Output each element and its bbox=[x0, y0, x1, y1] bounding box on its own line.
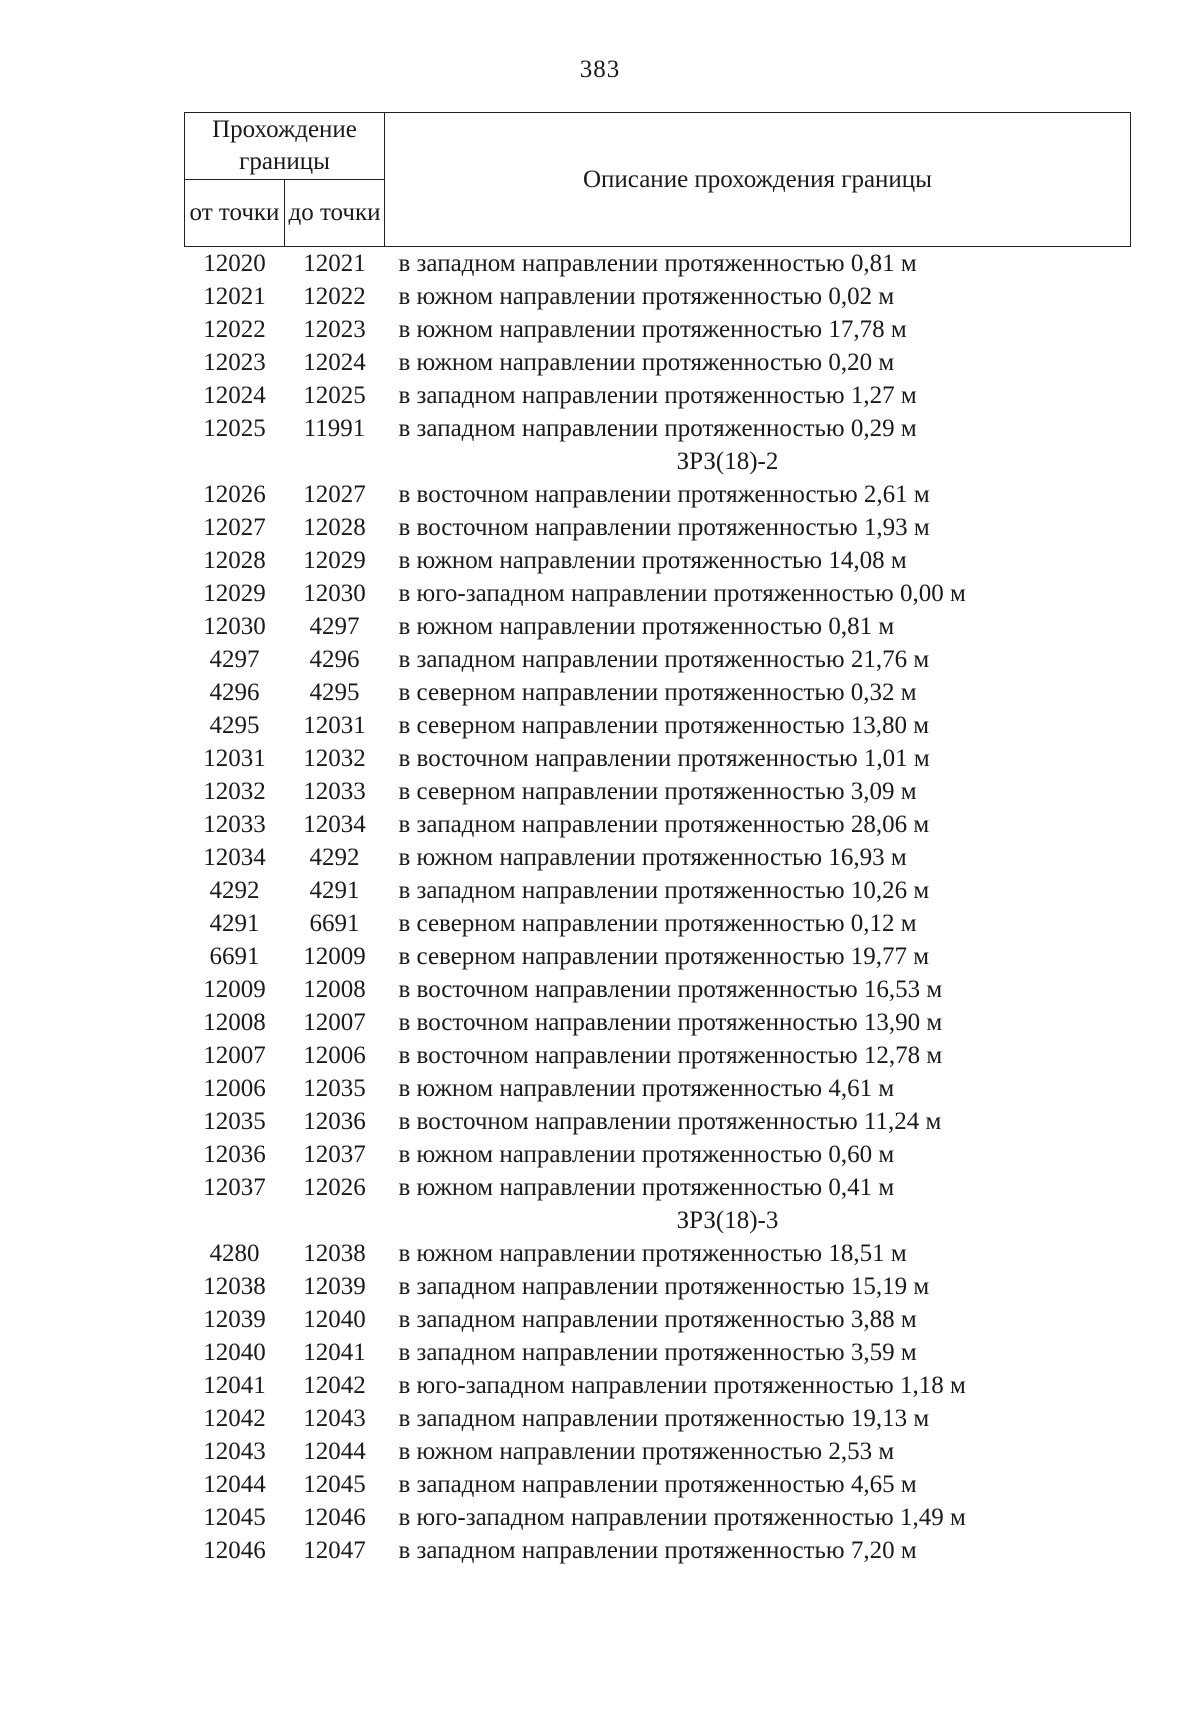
from-point-cell: 12033 bbox=[203, 811, 266, 838]
to-point-cell: 12045 bbox=[303, 1471, 366, 1498]
table-row bbox=[185, 544, 1131, 577]
to-point-cell: 6691 bbox=[309, 910, 360, 937]
from-point-cell: 12024 bbox=[203, 382, 266, 409]
from-point-cell: 12021 bbox=[203, 283, 266, 310]
to-point-cell: 12036 bbox=[303, 1108, 366, 1135]
from-point-cell: 4291 bbox=[209, 910, 260, 937]
to-point-cell: 12027 bbox=[303, 481, 366, 508]
section-row bbox=[185, 445, 1131, 478]
table-row bbox=[185, 1105, 1131, 1138]
table-row bbox=[185, 577, 1131, 610]
to-point-cell: 12039 bbox=[303, 1273, 366, 1300]
to-point-cell: 12035 bbox=[303, 1075, 366, 1102]
description-cell: в юго-западном направлении протяженностью 0,00 м bbox=[398, 580, 966, 607]
from-point-cell: 12045 bbox=[203, 1504, 266, 1531]
from-point-cell: 4292 bbox=[209, 877, 260, 904]
to-point-cell: 11991 bbox=[303, 415, 366, 442]
table-row bbox=[185, 676, 1131, 709]
to-point-cell: 12042 bbox=[303, 1372, 366, 1399]
table-row bbox=[185, 709, 1131, 742]
description-cell: в южном направлении протяженностью 16,93 м bbox=[398, 844, 907, 871]
to-point-cell: 4297 bbox=[309, 613, 360, 640]
table-row bbox=[185, 874, 1131, 907]
description-cell: в южном направлении протяженностью 18,51 м bbox=[398, 1240, 907, 1267]
description-cell: в северном направлении протяженностью 0,12 м bbox=[398, 910, 917, 937]
table-row bbox=[185, 1138, 1131, 1171]
description-cell: в восточном направлении протяженностью 16,53 м bbox=[398, 976, 943, 1003]
table-row bbox=[185, 1369, 1131, 1402]
from-point-cell: 12023 bbox=[203, 349, 266, 376]
table-row bbox=[185, 1303, 1131, 1336]
to-point-cell: 12024 bbox=[303, 349, 366, 376]
table-row bbox=[185, 1072, 1131, 1105]
header-boundary-passage: Прохождение границы bbox=[185, 113, 385, 180]
to-point-cell: 4295 bbox=[309, 679, 360, 706]
table-row bbox=[185, 1237, 1131, 1270]
table-row bbox=[185, 841, 1131, 874]
from-point-cell: 4296 bbox=[209, 679, 260, 706]
description-cell: в восточном направлении протяженностью 1,93 м bbox=[398, 514, 930, 541]
header-from-point: от точки bbox=[185, 180, 285, 247]
description-cell: в западном направлении протяженностью 0,81 м bbox=[398, 250, 917, 277]
description-cell: в западном направлении протяженностью 1,27 м bbox=[398, 382, 917, 409]
table-row bbox=[185, 412, 1131, 445]
from-point-cell: 12006 bbox=[203, 1075, 266, 1102]
to-point-cell: 12043 bbox=[303, 1405, 366, 1432]
to-point-cell: 12040 bbox=[303, 1306, 366, 1333]
from-point-cell: 12043 bbox=[203, 1438, 266, 1465]
description-cell: в западном направлении протяженностью 19,13 м bbox=[398, 1405, 930, 1432]
from-point-cell: 12040 bbox=[203, 1339, 266, 1366]
from-point-cell: 12008 bbox=[203, 1009, 266, 1036]
from-point-cell: 12046 bbox=[203, 1537, 266, 1564]
description-cell: в южном направлении протяженностью 0,81 м bbox=[398, 613, 895, 640]
table-row bbox=[185, 1501, 1131, 1534]
from-point-cell: 12025 bbox=[203, 415, 266, 442]
to-point-cell: 4291 bbox=[309, 877, 360, 904]
to-point-cell: 12021 bbox=[303, 250, 366, 277]
header-description: Описание прохождения границы bbox=[385, 113, 1131, 247]
description-cell: в юго-западном направлении протяженностью 1,49 м bbox=[398, 1504, 966, 1531]
to-point-cell: 12032 bbox=[303, 745, 366, 772]
description-cell: в восточном направлении протяженностью 1,01 м bbox=[398, 745, 930, 772]
section-row bbox=[185, 1204, 1131, 1237]
from-point-cell: 12035 bbox=[203, 1108, 266, 1135]
to-point-cell: 12030 bbox=[303, 580, 366, 607]
from-point-cell: 12041 bbox=[203, 1372, 266, 1399]
to-point-cell: 12047 bbox=[303, 1537, 366, 1564]
from-point-cell: 4297 bbox=[209, 646, 260, 673]
description-cell: в западном направлении протяженностью 7,20 м bbox=[398, 1537, 917, 1564]
to-point-cell: 12028 bbox=[303, 514, 366, 541]
table-row bbox=[185, 1435, 1131, 1468]
to-point-cell: 12044 bbox=[303, 1438, 366, 1465]
description-cell: в восточном направлении протяженностью 11,24 м bbox=[398, 1108, 942, 1135]
description-cell: в западном направлении протяженностью 15,19 м bbox=[398, 1273, 930, 1300]
table-row bbox=[185, 511, 1131, 544]
from-point-cell: 6691 bbox=[209, 943, 260, 970]
description-cell: в северном направлении протяженностью 3,09 м bbox=[398, 778, 917, 805]
table-row bbox=[185, 1534, 1131, 1567]
to-point-cell: 12009 bbox=[303, 943, 366, 970]
from-point-cell: 12036 bbox=[203, 1141, 266, 1168]
description-cell: в южном направлении протяженностью 2,53 м bbox=[398, 1438, 895, 1465]
to-point-cell: 12006 bbox=[303, 1042, 366, 1069]
table-row bbox=[185, 379, 1131, 412]
to-point-cell: 12034 bbox=[303, 811, 366, 838]
from-point-cell: 12031 bbox=[203, 745, 266, 772]
from-point-cell: 12029 bbox=[203, 580, 266, 607]
table-row bbox=[185, 808, 1131, 841]
from-point-cell: 12042 bbox=[203, 1405, 266, 1432]
boundary-table bbox=[184, 112, 1131, 1567]
description-cell: в западном направлении протяженностью 21,76 м bbox=[398, 646, 930, 673]
from-point-cell: 12034 bbox=[203, 844, 266, 871]
from-point-cell: 12030 bbox=[203, 613, 266, 640]
to-point-cell: 12041 bbox=[303, 1339, 366, 1366]
to-point-cell: 12046 bbox=[303, 1504, 366, 1531]
table-body bbox=[185, 247, 1131, 1568]
description-cell: в северном направлении протяженностью 0,32 м bbox=[398, 679, 917, 706]
from-point-cell: 4280 bbox=[209, 1240, 260, 1267]
to-point-cell: 12033 bbox=[303, 778, 366, 805]
from-point-cell: 12037 bbox=[203, 1174, 266, 1201]
section-title: ЗРЗ(18)-3 bbox=[676, 1207, 779, 1234]
table-row bbox=[185, 280, 1131, 313]
table-row bbox=[185, 1006, 1131, 1039]
to-point-cell: 4296 bbox=[309, 646, 360, 673]
to-point-cell: 12008 bbox=[303, 976, 366, 1003]
description-cell: в южном направлении протяженностью 17,78 м bbox=[398, 316, 907, 343]
to-point-cell: 12025 bbox=[303, 382, 366, 409]
description-cell: в южном направлении протяженностью 0,41 м bbox=[398, 1174, 895, 1201]
description-cell: в западном направлении протяженностью 4,65 м bbox=[398, 1471, 917, 1498]
table-row bbox=[185, 1171, 1131, 1204]
description-cell: в южном направлении протяженностью 14,08 м bbox=[398, 547, 907, 574]
to-point-cell: 12031 bbox=[303, 712, 366, 739]
from-point-cell: 12027 bbox=[203, 514, 266, 541]
to-point-cell: 12026 bbox=[303, 1174, 366, 1201]
description-cell: в западном направлении протяженностью 0,29 м bbox=[398, 415, 917, 442]
description-cell: в западном направлении протяженностью 3,59 м bbox=[398, 1339, 917, 1366]
description-cell: в восточном направлении протяженностью 13,90 м bbox=[398, 1009, 943, 1036]
from-point-cell: 12032 bbox=[203, 778, 266, 805]
table-row bbox=[185, 973, 1131, 1006]
to-point-cell: 12038 bbox=[303, 1240, 366, 1267]
from-point-cell: 12039 bbox=[203, 1306, 266, 1333]
from-point-cell: 12009 bbox=[203, 976, 266, 1003]
description-cell: в северном направлении протяженностью 13,80 м bbox=[398, 712, 930, 739]
to-point-cell: 12037 bbox=[303, 1141, 366, 1168]
description-cell: в южном направлении протяженностью 0,20 м bbox=[398, 349, 895, 376]
from-point-cell: 12044 bbox=[203, 1471, 266, 1498]
from-point-cell: 12022 bbox=[203, 316, 266, 343]
description-cell: в западном направлении протяженностью 10,26 м bbox=[398, 877, 930, 904]
description-cell: в западном направлении протяженностью 3,88 м bbox=[398, 1306, 917, 1333]
header-to-point: до точки bbox=[285, 180, 385, 247]
from-point-cell: 12020 bbox=[203, 250, 266, 277]
to-point-cell: 12029 bbox=[303, 547, 366, 574]
to-point-cell: 12023 bbox=[303, 316, 366, 343]
description-cell: в восточном направлении протяженностью 12,78 м bbox=[398, 1042, 943, 1069]
table-row bbox=[185, 313, 1131, 346]
to-point-cell: 4292 bbox=[309, 844, 360, 871]
from-point-cell: 12028 bbox=[203, 547, 266, 574]
description-cell: в восточном направлении протяженностью 2,61 м bbox=[398, 481, 930, 508]
table-row bbox=[185, 247, 1131, 281]
from-point-cell: 4295 bbox=[209, 712, 260, 739]
description-cell: в западном направлении протяженностью 28,06 м bbox=[398, 811, 930, 838]
table-row bbox=[185, 610, 1131, 643]
table-row bbox=[185, 775, 1131, 808]
table-header bbox=[185, 113, 1131, 247]
description-cell: в юго-западном направлении протяженностью 1,18 м bbox=[398, 1372, 966, 1399]
table-row bbox=[185, 742, 1131, 775]
table-row bbox=[185, 1402, 1131, 1435]
table-row bbox=[185, 1468, 1131, 1501]
table-row bbox=[185, 907, 1131, 940]
table-row bbox=[185, 478, 1131, 511]
from-point-cell: 12007 bbox=[203, 1042, 266, 1069]
table-row bbox=[185, 940, 1131, 973]
description-cell: в южном направлении протяженностью 0,02 м bbox=[398, 283, 895, 310]
table-row bbox=[185, 1270, 1131, 1303]
description-cell: в южном направлении протяженностью 0,60 м bbox=[398, 1141, 895, 1168]
table-row bbox=[185, 346, 1131, 379]
from-point-cell: 12038 bbox=[203, 1273, 266, 1300]
table-row bbox=[185, 1336, 1131, 1369]
table-row bbox=[185, 1039, 1131, 1072]
from-point-cell: 12026 bbox=[203, 481, 266, 508]
page-number: 383 bbox=[579, 56, 621, 83]
description-cell: в южном направлении протяженностью 4,61 м bbox=[398, 1075, 895, 1102]
to-point-cell: 12007 bbox=[303, 1009, 366, 1036]
to-point-cell: 12022 bbox=[303, 283, 366, 310]
table-row bbox=[185, 643, 1131, 676]
description-cell: в северном направлении протяженностью 19,77 м bbox=[398, 943, 930, 970]
section-title: ЗРЗ(18)-2 bbox=[676, 448, 779, 475]
